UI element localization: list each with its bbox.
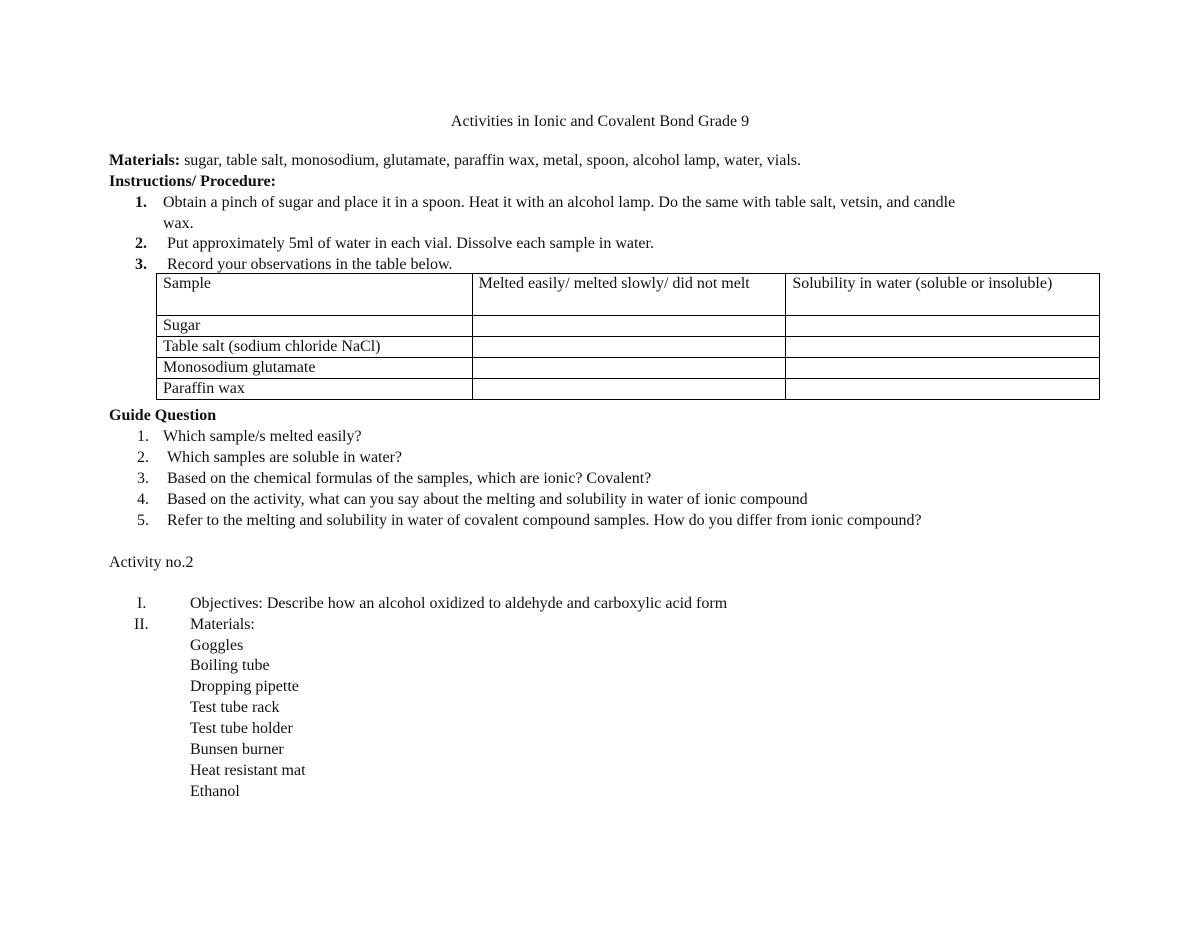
table-header-row: [157, 274, 1100, 316]
table-cell-solubility: [786, 316, 1100, 337]
list-item: Dropping pipette: [190, 678, 299, 695]
question-1-number: 1.: [137, 428, 149, 445]
question-1-text: Which sample/s melted easily?: [163, 428, 362, 445]
question-2-text: Which samples are soluble in water?: [167, 449, 403, 466]
step-1-number: 1.: [135, 194, 147, 211]
table-header-melting: Melted easily/ melted slowly/ did not melt: [472, 274, 786, 316]
table-cell-melting: [472, 316, 786, 337]
table-row: [157, 358, 1100, 379]
section-2-number: II.: [134, 616, 149, 633]
table-cell-melting: [472, 379, 786, 400]
table-cell-solubility: [786, 379, 1100, 400]
table-row: [157, 316, 1100, 337]
activity2-heading: Activity no.2: [109, 554, 194, 571]
table-cell-sample: Monosodium glutamate: [157, 358, 473, 379]
table-cell-sample: Paraffin wax: [157, 379, 473, 400]
table-cell-solubility: [786, 337, 1100, 358]
table-header-solubility: Solubility in water (soluble or insoluble): [786, 274, 1100, 316]
list-item: Test tube rack: [190, 699, 280, 716]
table-row: [157, 337, 1100, 358]
step-3-text: Record your observations in the table below.: [167, 256, 453, 273]
table-cell-melting: [472, 337, 786, 358]
question-3-text: Based on the chemical formulas of the samples, which are ionic? Covalent?: [167, 470, 652, 487]
table-header-sample: Sample: [157, 274, 473, 316]
step-1-text: Obtain a pinch of sugar and place it in a spoon. Heat it with an alcohol lamp. Do the same with table salt, vetsin, and candle: [163, 194, 956, 211]
question-4-number: 4.: [137, 491, 149, 508]
materials-line: [109, 150, 801, 171]
table-row: [157, 379, 1100, 400]
step-2-number: 2.: [135, 235, 147, 252]
question-5-text: Refer to the melting and solubility in water of covalent compound samples. How do you differ from ionic compound?: [167, 512, 922, 529]
section-1-number: I.: [137, 595, 147, 612]
section-2-text: Materials:: [190, 616, 255, 633]
table-cell-sample: Sugar: [157, 316, 473, 337]
list-item: Test tube holder: [190, 720, 293, 737]
question-2-number: 2.: [137, 449, 149, 466]
question-5-number: 5.: [137, 512, 149, 529]
step-2-text: Put approximately 5ml of water in each vial. Dissolve each sample in water.: [167, 235, 654, 252]
procedure-heading: Instructions/ Procedure:: [109, 173, 276, 190]
table-cell-melting: [472, 358, 786, 379]
observation-table: [156, 273, 1100, 400]
list-item: Goggles: [190, 637, 244, 654]
materials-text: sugar, table salt, monosodium, glutamate, paraffin wax, metal, spoon, alcohol lamp, water, vials.: [184, 152, 802, 169]
step-3-number: 3.: [135, 256, 147, 273]
guide-heading: Guide Question: [109, 407, 217, 424]
list-item: Ethanol: [190, 783, 240, 800]
table-cell-sample: Table salt (sodium chloride NaCl): [157, 337, 473, 358]
list-item: Bunsen burner: [190, 741, 284, 758]
section-1-text: Objectives: Describe how an alcohol oxidized to aldehyde and carboxylic acid form: [190, 595, 728, 612]
step-1-text-cont: wax.: [163, 215, 194, 232]
list-item: Heat resistant mat: [190, 762, 306, 779]
materials-label: Materials:: [109, 152, 181, 169]
question-3-number: 3.: [137, 470, 149, 487]
document-title: Activities in Ionic and Covalent Bond Grade 9: [450, 113, 750, 130]
list-item: Boiling tube: [190, 657, 270, 674]
question-4-text: Based on the activity, what can you say about the melting and solubility in water of ionic compound: [167, 491, 808, 508]
table-cell-solubility: [786, 358, 1100, 379]
